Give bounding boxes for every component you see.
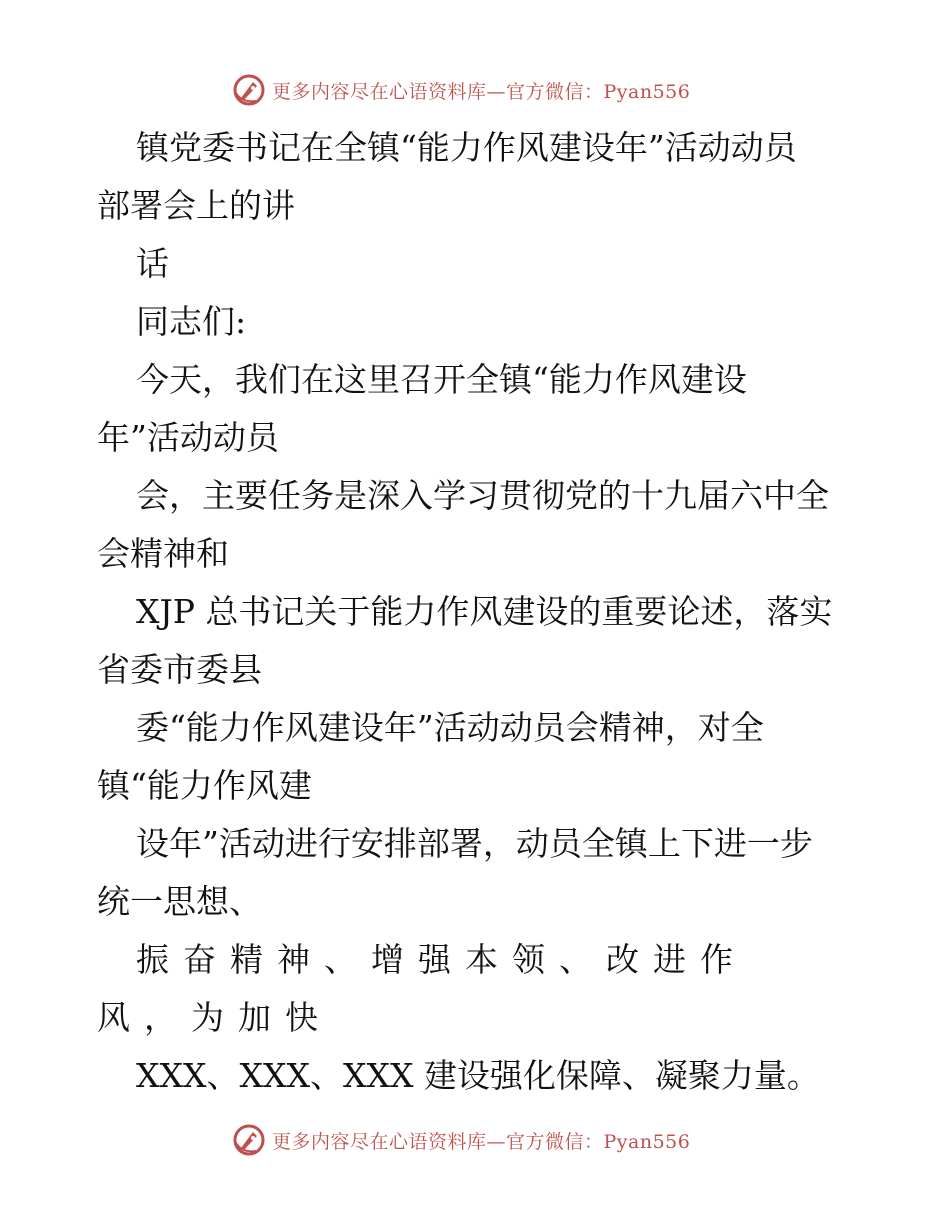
text-line-11: 委“能力作风建设年”活动动员会精神，对全 xyxy=(136,708,764,747)
text-line-5: 今天，我们在这里召开全镇“能力作风建设 xyxy=(136,360,747,399)
text-line-13: 设年”活动进行安排部署，动员全镇上下进一步 xyxy=(136,824,813,863)
footer-banner-text: 更多内容尽在心语资料库—官方微信：Pyan556 xyxy=(272,1130,691,1153)
header-banner-text: 更多内容尽在心语资料库—官方微信：Pyan556 xyxy=(272,80,691,103)
header-banner xyxy=(232,72,712,108)
text-line-17: XXX、XXX、XXX 建设强化保障、凝聚力量。 xyxy=(136,1056,820,1095)
text-line-14: 统一思想、 xyxy=(97,882,262,921)
text-line-2: 部署会上的讲 xyxy=(97,186,295,225)
text-line-10: 省委市委县 xyxy=(97,650,262,689)
pen-nib-logo-icon xyxy=(232,73,266,107)
text-line-12: 镇“能力作风建 xyxy=(97,766,312,805)
text-line-6: 年”活动动员 xyxy=(97,418,279,457)
text-line-1: 镇党委书记在全镇“能力作风建设年”活动动员 xyxy=(136,128,797,167)
text-line-16: 风，为加快 xyxy=(97,998,332,1037)
footer-banner xyxy=(232,1122,712,1158)
text-line-3: 话 xyxy=(136,244,169,283)
pen-nib-logo-icon xyxy=(232,1123,266,1157)
salutation-line: 同志们: xyxy=(136,302,247,341)
text-line-7: 会，主要任务是深入学习贯彻党的十九届六中全 xyxy=(136,476,829,515)
text-line-15: 振奋精神、增强本领、改进作 xyxy=(136,940,747,979)
text-line-9: XJP 总书记关于能力作风建设的重要论述，落实 xyxy=(136,592,833,631)
text-line-8: 会精神和 xyxy=(97,534,229,573)
